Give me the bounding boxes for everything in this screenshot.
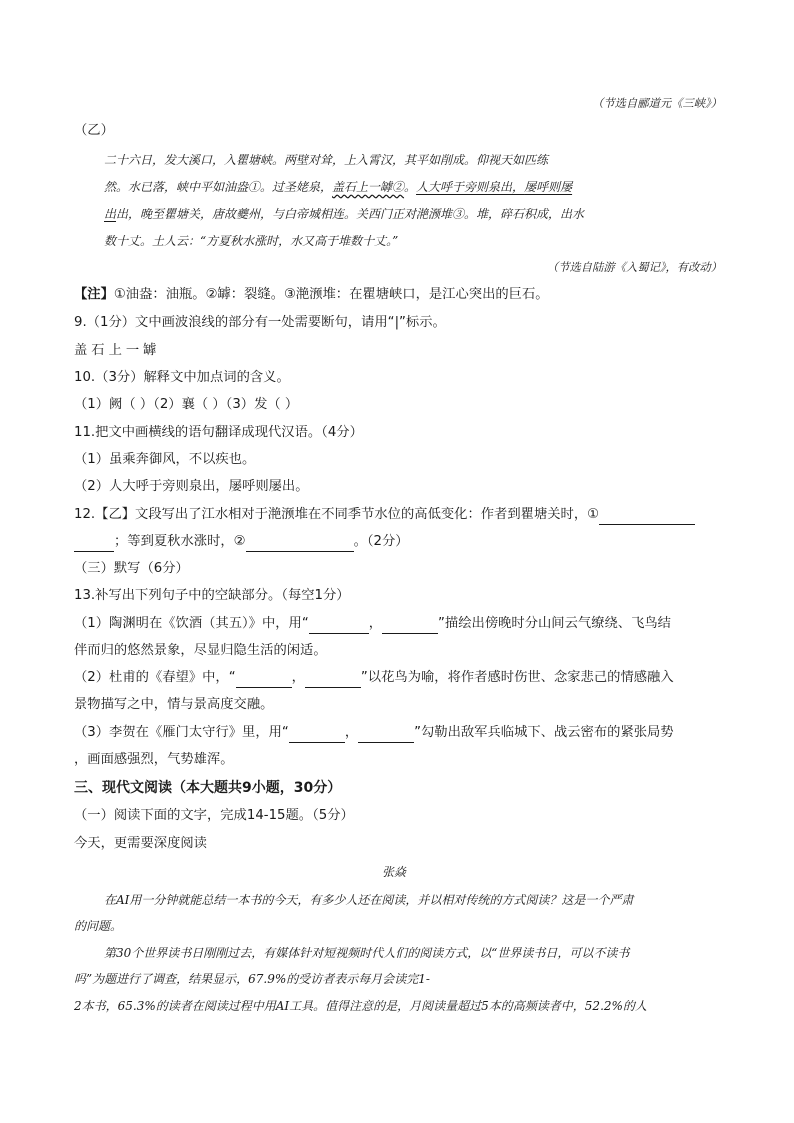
q13-3-blank-1[interactable] [289,728,345,743]
q13-3-blank-2[interactable] [358,728,414,743]
article-p2-b: 吗”为题进行了调查，结果显示，67.9%的受访者表示每月会读完1- [74,972,430,986]
comma: ， [368,616,383,631]
article-p1-b: 的问题。 [74,919,123,933]
q13-3 [74,723,674,743]
part3-heading: （三）默写（6分） [74,561,189,576]
yi-line-3-text: 出，晚至瞿塘关，唐故夔州，与白帝城相连。关西门正对滟滪堆③。堆，碎石积成，出水 [116,207,585,221]
article-p1-a: 在AI用一分钟就能总结一本书的今天，有多少人还在阅读，并以相对传统的方式阅读？这是一个严肃 [104,893,634,907]
q11: 11.把文中画横线的语句翻译成现代汉语。（4分） [74,425,363,440]
q11-1: （1）虽乘奔御风，不以疾也。 [74,452,256,467]
section-yi-label: （乙） [74,123,114,138]
q13-3-cont: ，画面感强烈，气势雄浑。 [74,752,234,767]
q13: 13.补写出下列句子中的空缺部分。（每空1分） [74,588,350,603]
comma: ， [291,670,305,685]
q12-line2 [74,532,409,552]
jia-source: （节选自郦道元《三峡》） [592,97,722,110]
q13-1-blank-2[interactable] [382,619,438,634]
note [74,285,549,305]
q12-line1 [74,505,695,525]
q13-2-text-a: （2）杜甫的《春望》中，“ [74,670,236,685]
yi-line-1: 二十六日，发大溪口，入瞿塘峡。两壁对耸，上入霄汉，其平如削成。仰视天如匹练 [104,153,549,167]
q11-2: （2）人大呼于旁则泉出，屡呼则屡出。 [74,479,309,494]
q10-items: （1）阙（ ）（2）襄（ ）（3）发（ ） [74,397,299,412]
q9: 9.（1分）文中画波浪线的部分有一处需要断句，请用“|”标示。 [74,315,446,330]
q12-bracket: 12.【乙】 [74,507,136,522]
note-text: ①油盎：油瓶。②罅：裂缝。③滟滪堆：在瞿塘峡口，是江心突出的巨石。 [113,287,549,302]
wavy-text: 盖石上一罅② [332,180,405,194]
q12-text-c: 。（2分） [353,534,409,549]
yi-line-2-mid: 。 [404,180,417,194]
q13-1-blank-1[interactable] [309,619,369,634]
yi-line-3 [104,204,584,224]
q13-2 [74,668,674,688]
yi-source: （节选自陆游《入蜀记》，有改动） [546,261,722,274]
q13-1-cont: 伴而归的悠然景象，尽显归隐生活的闲适。 [74,643,327,658]
q13-3-text-a: （3）李贺在《雁门太守行》里，用“ [74,725,289,740]
comma: ， [344,725,359,740]
article-title: 今天，更需要深度阅读 [74,836,207,851]
section3-heading: 三、现代文阅读（本大题共9小题，30分） [74,780,342,796]
q12-blank-1[interactable] [599,510,695,525]
underlined-sentence-a: 人大呼于旁则泉出， [416,180,525,194]
q13-2-blank-1[interactable] [236,673,292,688]
yi-line-2-start: 然。水已落，峡中平如油盎①。过圣姥泉， [104,180,333,194]
yi-line-2 [104,177,572,197]
article-author: 张焱 [382,865,407,879]
q9-text: 盖石上一罅 [74,343,161,358]
q13-1 [74,614,671,634]
q13-1-text-a: （1）陶渊明在《饮酒（其五）》中，用“ [74,616,309,631]
q12-text-a: 文段写出了江水相对于滟滪堆在不同季节水位的高低变化：作者到瞿塘关时，① [135,507,600,522]
underlined-sentence-b: 屡呼则屡 [524,180,573,194]
q12-text-b: ；等到夏秋水涨时，② [114,534,246,549]
q10: 10.（3分）解释文中加点词的含义。 [74,370,290,385]
section3-sub: （一）阅读下面的文字，完成14-15题。（5分） [74,808,354,823]
yi-line-4: 数十丈。土人云：“方夏秋水涨时，水又高于堆数十丈。” [104,234,399,248]
underlined-sentence-c: 出 [104,207,117,221]
note-bracket: 【注】 [74,287,114,302]
article-p2-a: 第30个世界读书日刚刚过去，有媒体针对短视频时代人们的阅读方式，以“世界读书日，可以不读书 [104,946,630,960]
q13-2-cont: 景物描写之中，情与景高度交融。 [74,697,274,712]
q12-blank-2[interactable] [246,537,354,552]
article-p2-c: 2本书，65.3%的读者在阅读过程中用AI工具。值得注意的是，月阅读量超过5本的高频读者中，52.2%的人 [74,999,647,1013]
q13-3-text-b: ”勾勒出敌军兵临城下、战云密布的紧张局势 [414,725,674,740]
q12-blank-1b[interactable] [74,537,114,552]
q13-2-blank-2[interactable] [305,673,361,688]
q13-1-text-b: ”描绘出傍晚时分山间云气缭绕、飞鸟结 [438,616,671,631]
q13-2-text-b: ”以花鸟为喻，将作者感时伤世、念家悲己的情感融入 [360,670,674,685]
